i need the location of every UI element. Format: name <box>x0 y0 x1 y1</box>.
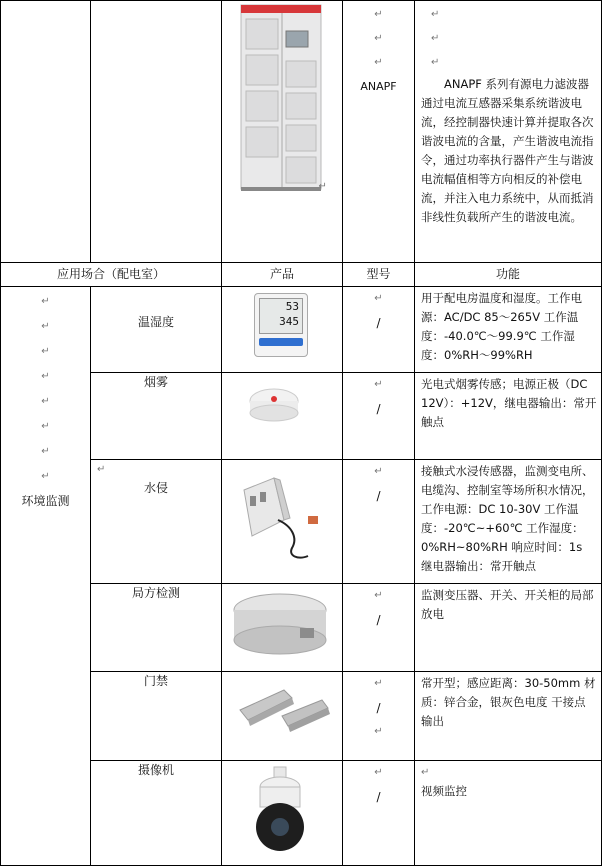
product-model-cell <box>343 761 415 866</box>
product-function-cell <box>415 761 602 866</box>
para-mark: ↵ <box>431 57 440 68</box>
empty-cell <box>91 1 222 263</box>
para-mark: ↵ <box>374 293 383 304</box>
para-mark: ↵ <box>41 396 50 407</box>
water-sensor-image <box>222 460 343 577</box>
table-row <box>1 460 602 584</box>
apf-image-cell <box>222 1 343 263</box>
para-mark: ↵ <box>41 296 50 307</box>
product-name-cell <box>91 460 222 584</box>
para-mark: ↵ <box>431 9 440 20</box>
product-name: 局方检测 <box>91 584 222 672</box>
table-row <box>1 761 602 866</box>
product-model-cell <box>343 672 415 761</box>
product-name: 水侵 <box>143 481 168 495</box>
product-model-cell <box>343 373 415 460</box>
para-mark: ↵ <box>41 321 50 332</box>
door-sensor-image <box>222 672 343 754</box>
group-cell <box>1 287 91 866</box>
header-model: 型号 <box>343 263 415 287</box>
para-mark: ↵ <box>374 379 383 390</box>
apf-model-cell <box>343 1 415 263</box>
product-function: 用于配电房温度和湿度。工作电源：AC/DC 85～265V 工作温度：-40.0℃～99.9℃ 工作湿度：0%RH～99%RH <box>415 287 602 373</box>
table-row <box>1 584 602 672</box>
display-top: 53 <box>285 300 299 313</box>
para-mark: ↵ <box>41 421 50 432</box>
para-mark: ↵ <box>431 33 440 44</box>
product-image-cell <box>222 460 343 584</box>
product-model: / <box>376 489 381 503</box>
para-mark: ↵ <box>421 767 430 778</box>
product-image-cell <box>222 584 343 672</box>
display-bottom: 345 <box>279 315 299 328</box>
para-mark: ↵ <box>97 464 106 475</box>
para-mark: ↵ <box>374 726 383 737</box>
product-image-cell <box>222 373 343 460</box>
product-function: 光电式烟雾传感；电源正极（DC 12V）：+12V，继电器输出：常开触点 <box>415 373 602 460</box>
product-name: 温湿度 <box>91 287 222 373</box>
apf-description-cell <box>415 1 602 263</box>
product-name: 门禁 <box>91 672 222 761</box>
table-row <box>1 373 602 460</box>
apf-model: ANAPF <box>360 80 397 93</box>
para-mark: ↵ <box>374 9 383 20</box>
product-model: / <box>376 613 381 627</box>
product-model: / <box>376 701 381 715</box>
para-mark: ↵ <box>41 371 50 382</box>
header-application: 应用场合（配电室） <box>1 263 222 287</box>
product-image-cell <box>222 761 343 866</box>
product-model: / <box>376 316 381 330</box>
group-label: 环境监测 <box>21 494 70 508</box>
discharge-sensor-image <box>222 584 343 665</box>
para-mark: ↵ <box>374 590 383 601</box>
product-model: / <box>376 790 381 804</box>
header-product: 产品 <box>222 263 343 287</box>
product-model-cell <box>343 584 415 672</box>
table-row <box>1 287 602 373</box>
empty-cell <box>1 1 91 263</box>
para-mark: ↵ <box>318 180 327 192</box>
apf-row <box>1 1 602 263</box>
para-mark: ↵ <box>374 57 383 68</box>
para-mark: ↵ <box>41 446 50 457</box>
table-row <box>1 672 602 761</box>
product-function: 视频监控 <box>421 784 467 798</box>
para-mark: ↵ <box>374 678 383 689</box>
para-mark: ↵ <box>374 767 383 778</box>
product-model-cell <box>343 287 415 373</box>
header-function: 功能 <box>415 263 602 287</box>
product-image-cell <box>222 287 343 373</box>
product-function: 常开型；感应距离：30-50mm 材质：锌合金，银灰色电度 干接点输出 <box>415 672 602 761</box>
camera-image <box>222 761 343 859</box>
para-mark: ↵ <box>374 33 383 44</box>
para-mark: ↵ <box>41 346 50 357</box>
apf-cabinet-image <box>222 1 343 256</box>
product-name: 摄像机 <box>91 761 222 866</box>
apf-description: ANAPF 系列有源电力滤波器通过电流互感器采集系统谐波电流，经控制器快速计算并提取各次谐波电流的含量，产生谐波电流指令，通过功率执行器件产生与谐波电流幅值相等方向相反的补偿电流，并注入电力系统中，从而抵消非线性负载所产生的谐波电流。 <box>421 77 594 224</box>
product-model: / <box>376 402 381 416</box>
smoke-detector-image <box>222 373 343 453</box>
product-model-cell <box>343 460 415 584</box>
para-mark: ↵ <box>41 471 50 482</box>
product-function: 监测变压器、开关、开关柜的局部放电 <box>415 584 602 672</box>
thermometer-image <box>254 293 308 357</box>
header-row <box>1 263 602 287</box>
product-image-cell <box>222 672 343 761</box>
product-function: 接触式水浸传感器，监测变电所、电缆沟、控制室等场所积水情况，工作电源：DC 10-30V 工作温度：-20℃~+60℃ 工作湿度：0%RH~80%RH 响应时间：1s 继电器输出：常开触点 <box>415 460 602 584</box>
product-name: 烟雾 <box>91 373 222 460</box>
para-mark: ↵ <box>374 466 383 477</box>
